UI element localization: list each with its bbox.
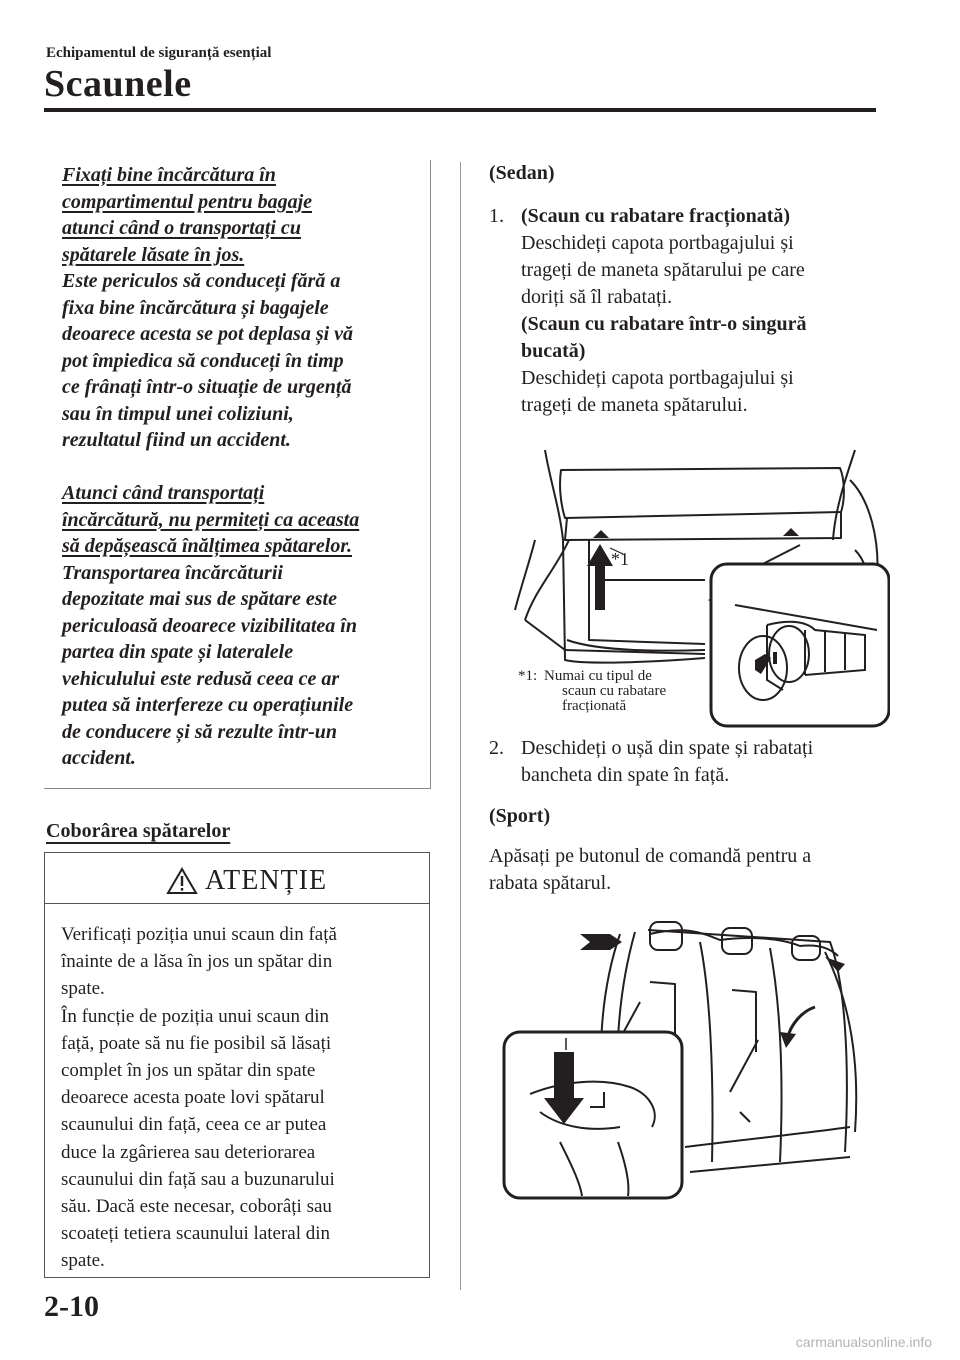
caution-line: Verificați poziția unui scaun din față [61,924,337,945]
sport-line: Apăsați pe butonul de comandă pentru a [489,845,812,867]
section-label: Echipamentul de siguranță esențial [46,45,272,61]
step-1-line: trageți de maneta spătarului pe care [521,259,805,281]
warning-line: Este periculos să conduceți fără a [62,270,341,292]
caution-title: ATENȚIE [205,865,328,896]
warning-triangle-icon [166,867,198,895]
step-1-option-single: (Scaun cu rabatare într-o singură [521,313,807,335]
caution-body [61,921,421,1275]
caution-line: scoateți tetiera scaunului lateral din [61,1223,331,1245]
caution-box [44,852,430,1278]
subheading-lowering-seatbacks: Coborârea spătarelor [46,820,231,842]
warning-line: depozitate mai sus de spătare este [62,588,337,610]
warning-line: de conducere și să rezulte într-un [62,720,338,743]
step-2-line: bancheta din spate în față. [521,764,730,786]
step-2-line: Deschideți o ușă din spate și rabatați [521,737,814,759]
step-1-line: trageți de maneta spătarului. [521,394,748,416]
warning-line: fixa bine încărcătura și bagajele [62,296,329,319]
sport-line: rabata spătarul. [489,872,612,894]
sport-heading: (Sport) [489,805,551,827]
figure-marker: *1 [611,549,629,569]
warning-line: atunci când o transportați cu [62,217,301,239]
caution-line: față, poate să nu fie posibil să lăsați [61,1032,332,1054]
caution-line: său. Dacă este necesar, coborâți sau [61,1196,332,1218]
watermark: carmanualsonline.info [795,1334,932,1350]
warning-line: Atunci când transportați [62,482,265,504]
caution-header [45,853,429,904]
step-1-line: doriți să îl rabatați. [521,286,673,308]
figure-note-line: Numai cu tipul de [544,668,652,684]
page-number: 2-10 [44,1290,99,1323]
warning-line: vehiculului este redusă ceea ce ar [62,667,340,690]
caution-line: spate. [61,978,105,1000]
step-1-line: Deschideți capota portbagajului și [521,367,794,389]
warning-line: compartimentul pentru bagaje [62,190,313,213]
warning-line: Transportarea încărcăturii [62,561,283,584]
warning-line: încărcătură, nu permiteți ca aceasta [62,508,360,531]
title-rule [44,108,876,112]
step-2-number: 2. [489,737,504,759]
caution-line: scaunului din față sau a buzunarului [61,1168,335,1190]
step-1-line: Deschideți capota portbagajului și [521,232,794,254]
sport-text [489,843,909,897]
warning-line: spătarele lăsate în jos. [62,243,245,266]
step-1-option-fractional: (Scaun cu rabatare fracționată) [521,205,791,227]
step-1-option-single-cont: bucată) [521,340,586,362]
warning-line: ce frânați într-o situație de urgență [62,376,352,398]
warning-line: Fixați bine încărcătura în [62,164,276,186]
step-1-number: 1. [489,205,504,227]
caution-line: complet în jos un spătar din spate [61,1060,316,1082]
figure-note-line: scaun cu rabatare [562,683,667,699]
figure-note-line: fracționată [562,698,627,714]
step-2-content [521,735,921,789]
caution-line: scaunului din față, ceea ce ar putea [61,1114,327,1136]
warning-line: rezultatul fiind un accident. [62,429,291,451]
warning-line: sau în timpul unei coliziuni, [62,402,294,425]
warning-line: partea din spate și lateralele [62,641,294,663]
warning-underlined-2 [62,480,422,772]
caution-line: spate. [61,1250,105,1272]
page-title: Scaunele [44,63,192,105]
figure-note-label: *1: [518,668,538,684]
warning-line: deoarece acesta se pot deplasa și vă [62,323,354,345]
column-divider [460,162,461,1290]
caution-line: înainte de a lăsa în jos un spătar din [61,951,333,973]
warning-line: putea să interfereze cu operațiunile [62,694,354,716]
figure-note [544,669,704,714]
warning-line: pot împiedica să conduceți în timp [62,349,344,372]
sport-rear-seat-illustration [500,912,880,1202]
caution-line: deoarece acesta poate lovi spătarul [61,1087,325,1109]
warning-line: să depășească înălțimea spătarelor. [62,535,352,557]
sedan-heading: (Sedan) [489,162,555,184]
caution-line: În funcție de poziția unui scaun din [61,1005,330,1027]
warning-underlined-1 [62,162,422,454]
caution-line: duce la zgârierea sau deteriorarea [61,1141,316,1163]
step-1-content [521,203,921,419]
warning-line: accident. [62,747,136,769]
warning-line: periculoasă deoarece vizibilitatea în [62,614,357,637]
